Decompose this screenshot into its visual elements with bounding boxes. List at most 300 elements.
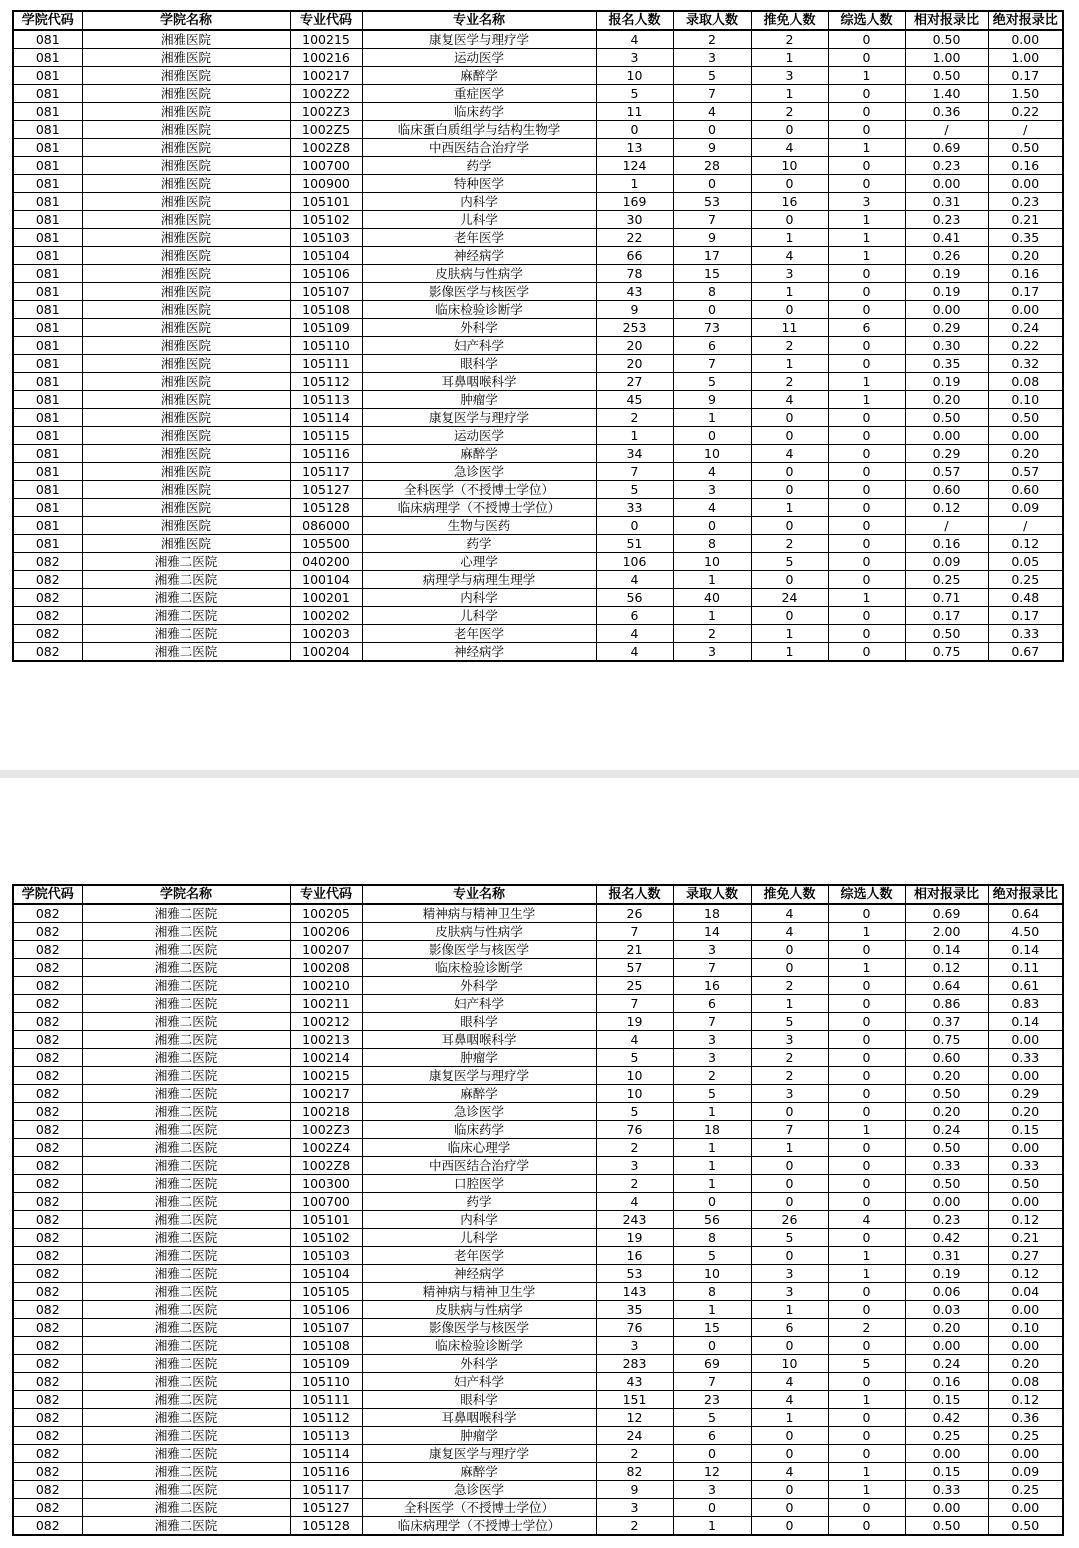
cell-college-name: 湘雅二医院 [82,995,290,1013]
cell-major-code: 105107 [290,1319,362,1337]
table-row [13,1301,1063,1319]
cell-major-name: 神经病学 [362,643,596,662]
cell-applicants: 27 [596,373,673,391]
cell-major-code: 105113 [290,391,362,409]
cell-college-name: 湘雅医院 [82,121,290,139]
table-row [13,1193,1063,1211]
cell-admitted: 2 [673,1067,751,1085]
cell-admitted: 16 [673,977,751,995]
cell-relative-ratio: 0.20 [905,1103,988,1121]
table-row [13,301,1063,319]
cell-admitted: 0 [673,175,751,193]
cell-college-name: 湘雅医院 [82,157,290,175]
cell-college-name: 湘雅医院 [82,103,290,121]
cell-absolute-ratio: 0.22 [988,103,1063,121]
cell-comprehensive: 5 [828,1355,905,1373]
cell-major-code: 105110 [290,337,362,355]
cell-admitted: 1 [673,1301,751,1319]
cell-college-code: 082 [13,1175,82,1193]
cell-college-name: 湘雅医院 [82,337,290,355]
table-row [13,1391,1063,1409]
cell-admitted: 9 [673,391,751,409]
cell-comprehensive: 0 [828,121,905,139]
table-row [13,193,1063,211]
cell-admitted: 5 [673,1409,751,1427]
cell-college-name: 湘雅二医院 [82,643,290,662]
cell-college-name: 湘雅医院 [82,463,290,481]
cell-college-name: 湘雅二医院 [82,1085,290,1103]
cell-recommended: 4 [751,445,828,463]
table-row [13,265,1063,283]
table-row [13,1031,1063,1049]
cell-recommended: 3 [751,1283,828,1301]
cell-applicants: 9 [596,1481,673,1499]
cell-absolute-ratio: 0.14 [988,1013,1063,1031]
cell-applicants: 7 [596,995,673,1013]
cell-major-code: 105102 [290,1229,362,1247]
cell-major-code: 105116 [290,445,362,463]
header-admitted: 录取人数 [673,885,751,904]
cell-college-name: 湘雅二医院 [82,571,290,589]
cell-major-name: 康复医学与理疗学 [362,30,596,49]
cell-major-name: 病理学与病理生理学 [362,571,596,589]
cell-applicants: 4 [596,643,673,662]
cell-major-name: 麻醉学 [362,1463,596,1481]
cell-absolute-ratio: 0.12 [988,1391,1063,1409]
cell-comprehensive: 0 [828,499,905,517]
cell-college-name: 湘雅二医院 [82,1265,290,1283]
cell-absolute-ratio: 0.04 [988,1283,1063,1301]
cell-college-code: 081 [13,193,82,211]
cell-major-code: 100212 [290,1013,362,1031]
cell-college-name: 湘雅医院 [82,67,290,85]
cell-college-name: 湘雅二医院 [82,941,290,959]
cell-relative-ratio: / [905,517,988,535]
cell-major-code: 105105 [290,1283,362,1301]
cell-college-name: 湘雅二医院 [82,1463,290,1481]
cell-major-name: 外科学 [362,319,596,337]
cell-college-code: 082 [13,553,82,571]
cell-major-code: 105117 [290,1481,362,1499]
cell-absolute-ratio: 0.15 [988,1121,1063,1139]
cell-admitted: 18 [673,904,751,923]
cell-relative-ratio: 0.29 [905,319,988,337]
cell-major-code: 100206 [290,923,362,941]
cell-absolute-ratio: 0.08 [988,373,1063,391]
cell-college-code: 081 [13,337,82,355]
cell-absolute-ratio: 0.25 [988,571,1063,589]
cell-comprehensive: 3 [828,193,905,211]
cell-college-name: 湘雅医院 [82,373,290,391]
cell-major-name: 老年医学 [362,1247,596,1265]
cell-college-name: 湘雅二医院 [82,904,290,923]
cell-college-code: 082 [13,1391,82,1409]
cell-major-code: 105101 [290,193,362,211]
table-row [13,1211,1063,1229]
cell-college-name: 湘雅医院 [82,283,290,301]
cell-applicants: 5 [596,1103,673,1121]
cell-comprehensive: 1 [828,959,905,977]
cell-major-code: 100208 [290,959,362,977]
cell-absolute-ratio: 0.08 [988,1373,1063,1391]
cell-applicants: 9 [596,301,673,319]
cell-college-name: 湘雅二医院 [82,1121,290,1139]
cell-relative-ratio: 0.00 [905,175,988,193]
cell-recommended: 11 [751,319,828,337]
cell-comprehensive: 0 [828,643,905,662]
cell-relative-ratio: 0.00 [905,427,988,445]
cell-recommended: 2 [751,30,828,49]
cell-relative-ratio: 0.42 [905,1229,988,1247]
cell-major-code: 100205 [290,904,362,923]
cell-recommended: 10 [751,157,828,175]
cell-applicants: 0 [596,121,673,139]
header-college-code: 学院代码 [13,11,82,30]
cell-major-name: 儿科学 [362,607,596,625]
cell-recommended: 6 [751,1319,828,1337]
cell-absolute-ratio: 0.09 [988,499,1063,517]
cell-recommended: 3 [751,1085,828,1103]
cell-absolute-ratio: 0.21 [988,211,1063,229]
cell-absolute-ratio: 0.48 [988,589,1063,607]
cell-major-code: 100700 [290,157,362,175]
cell-major-name: 急诊医学 [362,1103,596,1121]
cell-college-code: 081 [13,499,82,517]
header-relative-ratio: 相对报录比 [905,885,988,904]
cell-comprehensive: 0 [828,995,905,1013]
cell-relative-ratio: 0.75 [905,1031,988,1049]
cell-recommended: 0 [751,463,828,481]
cell-major-name: 耳鼻咽喉科学 [362,373,596,391]
cell-comprehensive: 0 [828,1193,905,1211]
cell-recommended: 0 [751,481,828,499]
table-row [13,643,1063,662]
cell-applicants: 33 [596,499,673,517]
cell-major-code: 105112 [290,1409,362,1427]
cell-applicants: 24 [596,1427,673,1445]
table-row [13,995,1063,1013]
table-row [13,1175,1063,1193]
cell-absolute-ratio: 0.50 [988,1517,1063,1536]
cell-admitted: 40 [673,589,751,607]
cell-college-name: 湘雅二医院 [82,1139,290,1157]
cell-applicants: 4 [596,1031,673,1049]
cell-relative-ratio: 0.69 [905,904,988,923]
cell-admitted: 10 [673,1265,751,1283]
cell-applicants: 43 [596,283,673,301]
cell-college-name: 湘雅二医院 [82,1013,290,1031]
cell-applicants: 253 [596,319,673,337]
cell-absolute-ratio: 0.67 [988,643,1063,662]
cell-major-name: 内科学 [362,1211,596,1229]
cell-admitted: 12 [673,1463,751,1481]
cell-comprehensive: 0 [828,1085,905,1103]
table-row [13,427,1063,445]
cell-relative-ratio: 0.36 [905,103,988,121]
cell-applicants: 19 [596,1013,673,1031]
cell-college-name: 湘雅二医院 [82,1301,290,1319]
cell-absolute-ratio: 0.33 [988,625,1063,643]
cell-college-code: 082 [13,995,82,1013]
cell-major-code: 105111 [290,355,362,373]
cell-college-code: 082 [13,1319,82,1337]
cell-comprehensive: 0 [828,1175,905,1193]
cell-absolute-ratio: 0.00 [988,1067,1063,1085]
cell-major-code: 105114 [290,409,362,427]
cell-relative-ratio: 2.00 [905,923,988,941]
cell-college-name: 湘雅医院 [82,175,290,193]
cell-absolute-ratio: 0.50 [988,409,1063,427]
cell-applicants: 3 [596,49,673,67]
cell-major-name: 肿瘤学 [362,1049,596,1067]
cell-relative-ratio: 0.57 [905,463,988,481]
cell-comprehensive: 0 [828,535,905,553]
table-row [13,30,1063,49]
table-row [13,1481,1063,1499]
cell-comprehensive: 6 [828,319,905,337]
cell-absolute-ratio: 0.33 [988,1157,1063,1175]
cell-relative-ratio: 0.24 [905,1121,988,1139]
cell-relative-ratio: 0.15 [905,1463,988,1481]
cell-admitted: 9 [673,229,751,247]
table-row [13,49,1063,67]
cell-relative-ratio: 0.09 [905,553,988,571]
cell-relative-ratio: 0.69 [905,139,988,157]
cell-major-code: 100216 [290,49,362,67]
cell-college-name: 湘雅二医院 [82,1391,290,1409]
cell-comprehensive: 1 [828,247,905,265]
cell-major-code: 100203 [290,625,362,643]
cell-applicants: 3 [596,1157,673,1175]
table-row [13,283,1063,301]
cell-college-code: 081 [13,229,82,247]
cell-college-code: 082 [13,959,82,977]
cell-college-name: 湘雅二医院 [82,1103,290,1121]
cell-major-name: 神经病学 [362,247,596,265]
cell-major-name: 临床病理学（不授博士学位） [362,1517,596,1536]
cell-admitted: 3 [673,643,751,662]
cell-admitted: 3 [673,481,751,499]
cell-comprehensive: 1 [828,391,905,409]
cell-applicants: 2 [596,1175,673,1193]
cell-applicants: 5 [596,481,673,499]
cell-major-name: 康复医学与理疗学 [362,409,596,427]
cell-recommended: 0 [751,1175,828,1193]
cell-relative-ratio: 0.24 [905,1355,988,1373]
cell-relative-ratio: 0.19 [905,1265,988,1283]
cell-major-name: 临床药学 [362,1121,596,1139]
cell-admitted: 8 [673,1283,751,1301]
cell-major-code: 105128 [290,499,362,517]
cell-relative-ratio: 0.23 [905,157,988,175]
cell-relative-ratio: 0.31 [905,193,988,211]
header-absolute-ratio: 绝对报录比 [988,11,1063,30]
cell-relative-ratio: 0.20 [905,1319,988,1337]
cell-comprehensive: 0 [828,1103,905,1121]
cell-major-name: 重症医学 [362,85,596,103]
cell-recommended: 4 [751,904,828,923]
cell-admitted: 5 [673,67,751,85]
cell-relative-ratio: 0.86 [905,995,988,1013]
cell-absolute-ratio: 0.25 [988,1427,1063,1445]
cell-college-name: 湘雅医院 [82,247,290,265]
cell-major-code: 1002Z2 [290,85,362,103]
cell-recommended: 4 [751,247,828,265]
cell-recommended: 2 [751,1067,828,1085]
cell-college-name: 湘雅医院 [82,211,290,229]
cell-admitted: 6 [673,995,751,1013]
table-row [13,1427,1063,1445]
cell-admitted: 1 [673,607,751,625]
cell-comprehensive: 4 [828,1211,905,1229]
cell-applicants: 30 [596,211,673,229]
cell-relative-ratio: 0.16 [905,535,988,553]
table-row [13,247,1063,265]
cell-admitted: 1 [673,409,751,427]
cell-relative-ratio: 0.50 [905,1139,988,1157]
table-row [13,175,1063,193]
cell-recommended: 1 [751,1409,828,1427]
cell-comprehensive: 0 [828,1067,905,1085]
cell-admitted: 73 [673,319,751,337]
cell-major-name: 精神病与精神卫生学 [362,1283,596,1301]
cell-major-code: 100202 [290,607,362,625]
table-row [13,445,1063,463]
cell-applicants: 5 [596,1049,673,1067]
cell-major-name: 影像医学与核医学 [362,283,596,301]
cell-comprehensive: 1 [828,67,905,85]
cell-recommended: 0 [751,1337,828,1355]
cell-major-code: 105106 [290,1301,362,1319]
cell-admitted: 53 [673,193,751,211]
cell-major-code: 105108 [290,1337,362,1355]
cell-recommended: 4 [751,1391,828,1409]
cell-absolute-ratio: 0.00 [988,1139,1063,1157]
cell-recommended: 0 [751,427,828,445]
cell-absolute-ratio: 0.17 [988,283,1063,301]
cell-major-code: 105116 [290,1463,362,1481]
cell-comprehensive: 0 [828,409,905,427]
cell-admitted: 7 [673,959,751,977]
table-row [13,1373,1063,1391]
header-applicants: 报名人数 [596,885,673,904]
cell-applicants: 43 [596,1373,673,1391]
cell-college-code: 082 [13,1445,82,1463]
cell-recommended: 0 [751,1517,828,1536]
cell-college-name: 湘雅二医院 [82,1211,290,1229]
cell-recommended: 1 [751,499,828,517]
page-separator [0,770,1079,778]
cell-relative-ratio: 0.75 [905,643,988,662]
cell-applicants: 2 [596,1445,673,1463]
cell-relative-ratio: 0.00 [905,1499,988,1517]
admissions-table-page-1 [12,10,1064,662]
cell-major-code: 100211 [290,995,362,1013]
cell-recommended: 1 [751,85,828,103]
cell-major-name: 临床药学 [362,103,596,121]
cell-absolute-ratio: 0.60 [988,481,1063,499]
cell-major-code: 105112 [290,373,362,391]
cell-absolute-ratio: 0.16 [988,265,1063,283]
cell-major-name: 康复医学与理疗学 [362,1445,596,1463]
cell-relative-ratio: 0.60 [905,1049,988,1067]
cell-admitted: 2 [673,625,751,643]
cell-admitted: 2 [673,30,751,49]
cell-admitted: 9 [673,139,751,157]
cell-college-name: 湘雅医院 [82,499,290,517]
cell-major-name: 药学 [362,535,596,553]
table-header-row [13,885,1063,904]
cell-absolute-ratio: 0.00 [988,1193,1063,1211]
cell-college-code: 081 [13,535,82,553]
cell-admitted: 15 [673,265,751,283]
cell-major-name: 麻醉学 [362,1085,596,1103]
cell-comprehensive: 0 [828,85,905,103]
cell-major-code: 105108 [290,301,362,319]
cell-major-code: 100214 [290,1049,362,1067]
cell-admitted: 4 [673,103,751,121]
cell-comprehensive: 0 [828,175,905,193]
table-row [13,1013,1063,1031]
cell-comprehensive: 1 [828,1247,905,1265]
cell-college-name: 湘雅医院 [82,355,290,373]
cell-major-name: 口腔医学 [362,1175,596,1193]
header-college-name: 学院名称 [82,885,290,904]
cell-admitted: 1 [673,1139,751,1157]
cell-absolute-ratio: 0.11 [988,959,1063,977]
cell-comprehensive: 0 [828,904,905,923]
cell-admitted: 8 [673,283,751,301]
cell-absolute-ratio: / [988,517,1063,535]
header-comprehensive: 综选人数 [828,885,905,904]
cell-comprehensive: 0 [828,1283,905,1301]
cell-absolute-ratio: 0.00 [988,1337,1063,1355]
cell-major-name: 妇产科学 [362,1373,596,1391]
cell-college-name: 湘雅二医院 [82,1445,290,1463]
table-body-page-1 [13,30,1063,661]
cell-relative-ratio: 0.25 [905,1427,988,1445]
header-relative-ratio: 相对报录比 [905,11,988,30]
cell-major-name: 临床蛋白质组学与结构生物学 [362,121,596,139]
cell-applicants: 1 [596,175,673,193]
cell-comprehensive: 0 [828,1049,905,1067]
table-row [13,1409,1063,1427]
table-row [13,923,1063,941]
cell-college-code: 081 [13,121,82,139]
cell-recommended: 0 [751,301,828,319]
cell-major-code: 105117 [290,463,362,481]
cell-recommended: 0 [751,1499,828,1517]
cell-major-name: 中西医结合治疗学 [362,1157,596,1175]
table-row [13,1517,1063,1536]
cell-admitted: 1 [673,1103,751,1121]
cell-college-name: 湘雅二医院 [82,1049,290,1067]
cell-college-code: 082 [13,977,82,995]
cell-recommended: 3 [751,1265,828,1283]
cell-comprehensive: 0 [828,1031,905,1049]
cell-college-code: 082 [13,1409,82,1427]
cell-relative-ratio: 0.23 [905,1211,988,1229]
cell-college-code: 081 [13,319,82,337]
cell-applicants: 13 [596,139,673,157]
cell-absolute-ratio: / [988,121,1063,139]
cell-college-code: 082 [13,607,82,625]
cell-absolute-ratio: 0.50 [988,1175,1063,1193]
cell-relative-ratio: 0.16 [905,1373,988,1391]
cell-comprehensive: 0 [828,553,905,571]
cell-major-name: 老年医学 [362,625,596,643]
cell-major-name: 临床检验诊断学 [362,1337,596,1355]
